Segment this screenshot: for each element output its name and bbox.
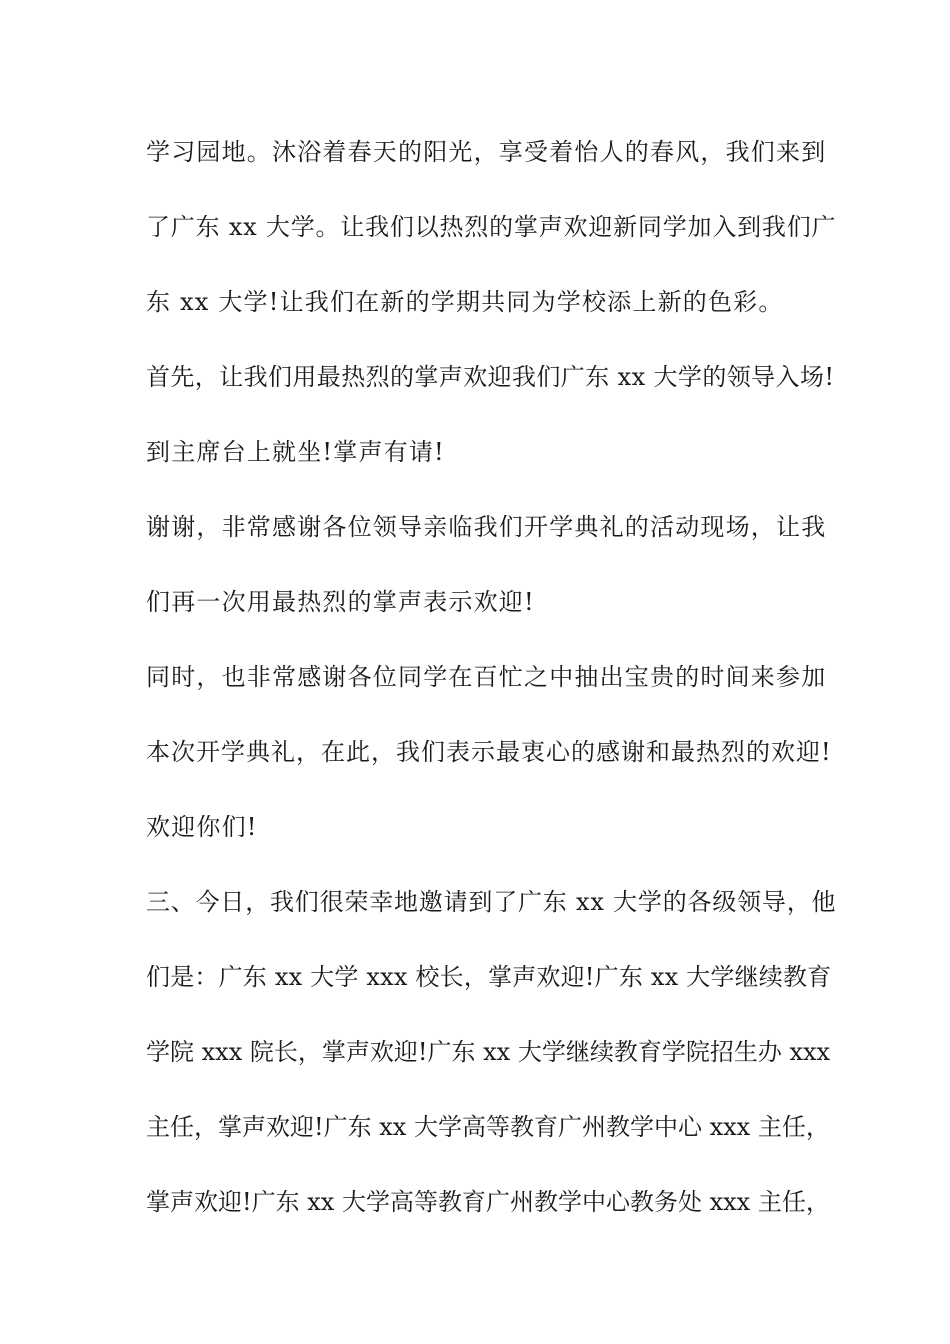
text-line: 学院 xxx 院长，掌声欢迎!广东 xx 大学继续教育学院招生办 xxx: [146, 1038, 831, 1066]
text-line: 们是：广东 xx 大学 xxx 校长，掌声欢迎!广东 xx 大学继续教育: [146, 963, 832, 991]
text-line: 掌声欢迎!广东 xx 大学高等教育广州教学中心教务处 xxx 主任，: [146, 1188, 830, 1216]
text-line: 了广东 xx 大学。让我们以热烈的掌声欢迎新同学加入到我们广: [146, 213, 837, 241]
text-line: 欢迎你们!: [146, 813, 258, 841]
text-line: 首先，让我们用最热烈的掌声欢迎我们广东 xx 大学的领导入场!: [146, 363, 835, 391]
text-line: 到主席台上就坐!掌声有请!: [146, 438, 445, 466]
text-line: 学习园地。沐浴着春天的阳光，享受着怡人的春风，我们来到: [146, 138, 827, 166]
text-line: 本次开学典礼，在此，我们表示最衷心的感谢和最热烈的欢迎!: [146, 738, 832, 766]
text-line: 同时，也非常感谢各位同学在百忙之中抽出宝贵的时间来参加: [146, 663, 827, 691]
text-line: 们再一次用最热烈的掌声表示欢迎!: [146, 588, 535, 616]
text-line: 东 xx 大学!让我们在新的学期共同为学校添上新的色彩。: [146, 288, 784, 316]
text-line: 三、今日，我们很荣幸地邀请到了广东 xx 大学的各级领导，他: [146, 888, 837, 916]
text-line: 主任，掌声欢迎!广东 xx 大学高等教育广州教学中心 xxx 主任，: [146, 1113, 830, 1141]
text-line: 谢谢，非常感谢各位领导亲临我们开学典礼的活动现场，让我: [146, 513, 827, 541]
